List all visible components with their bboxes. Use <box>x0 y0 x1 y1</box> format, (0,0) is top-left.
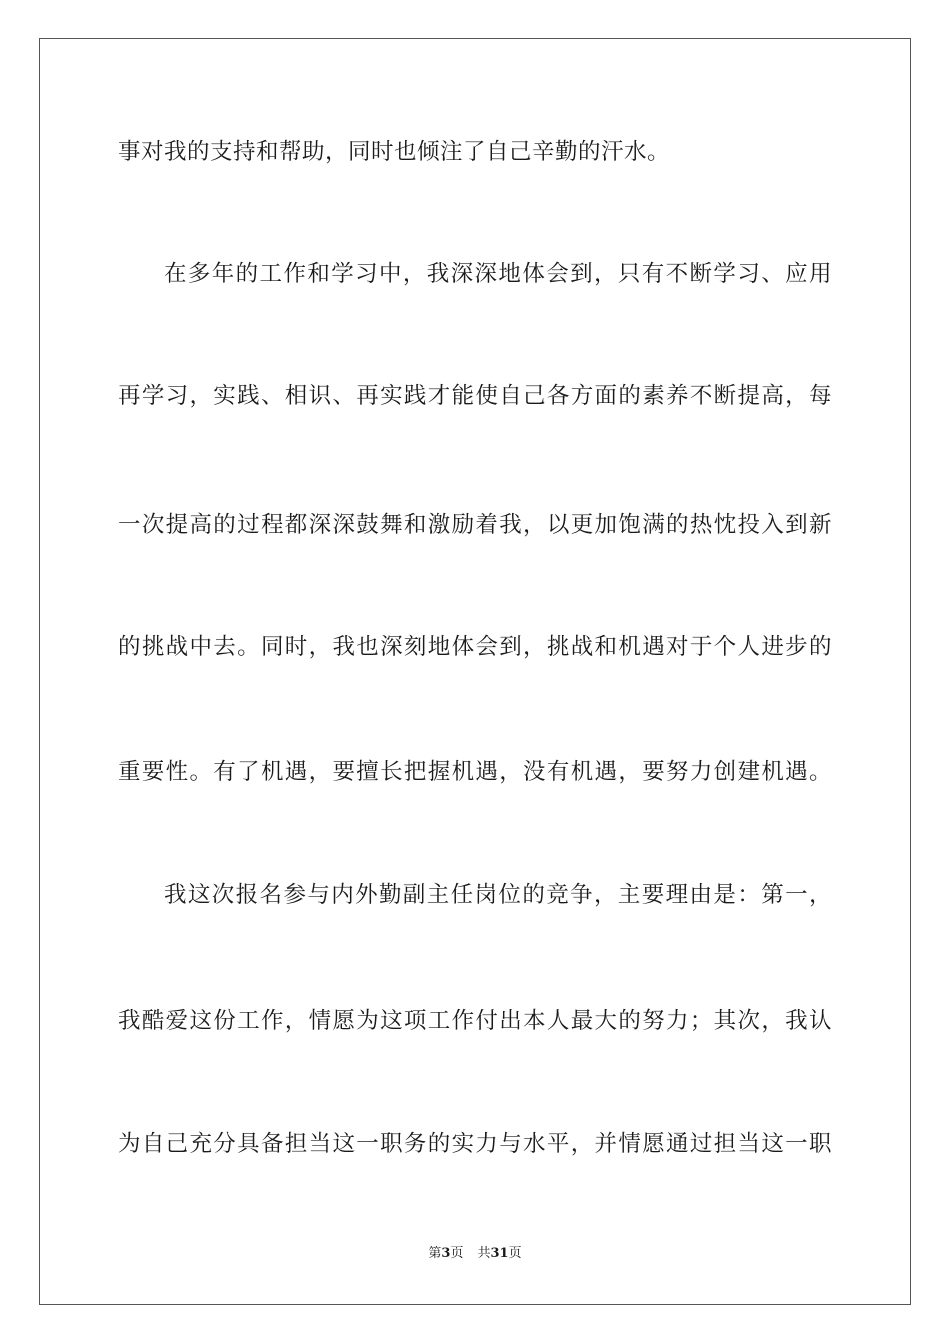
body-line-8: 我酷爱这份工作，情愿为这项工作付出本人最大的努力；其次，我认 <box>118 1008 832 1034</box>
page-footer <box>0 1245 950 1263</box>
body-line-1: 事对我的支持和帮助，同时也倾注了自己辛勤的汗水。 <box>118 139 671 165</box>
body-line-6: 重要性。有了机遇，要擅长把握机遇，没有机遇，要努力创建机遇。 <box>118 759 832 785</box>
body-line-9: 为自己充分具备担当这一职务的实力与水平，并情愿通过担当这一职 <box>118 1131 832 1157</box>
page-border <box>39 38 911 1305</box>
body-line-5: 的挑战中去。同时，我也深刻地体会到，挑战和机遇对于个人进步的 <box>118 634 832 660</box>
body-line-3: 再学习，实践、相识、再实践才能使自己各方面的素养不断提高，每 <box>118 383 832 409</box>
page-number-prefix: 第 <box>428 1246 442 1261</box>
total-pages: 31 <box>490 1246 509 1261</box>
body-line-7: 我这次报名参与内外勤副主任岗位的竞争，主要理由是：第一， <box>164 882 832 908</box>
body-line-2: 在多年的工作和学习中，我深深地体会到，只有不断学习、应用 <box>164 261 832 287</box>
total-pages-prefix: 共 <box>477 1246 491 1261</box>
body-line-4: 一次提高的过程都深深鼓舞和激励着我，以更加饱满的热忱投入到新 <box>118 512 832 538</box>
total-pages-suffix: 页 <box>508 1246 522 1261</box>
page-number: 3 <box>441 1246 451 1261</box>
page-number-suffix: 页 <box>450 1246 464 1261</box>
